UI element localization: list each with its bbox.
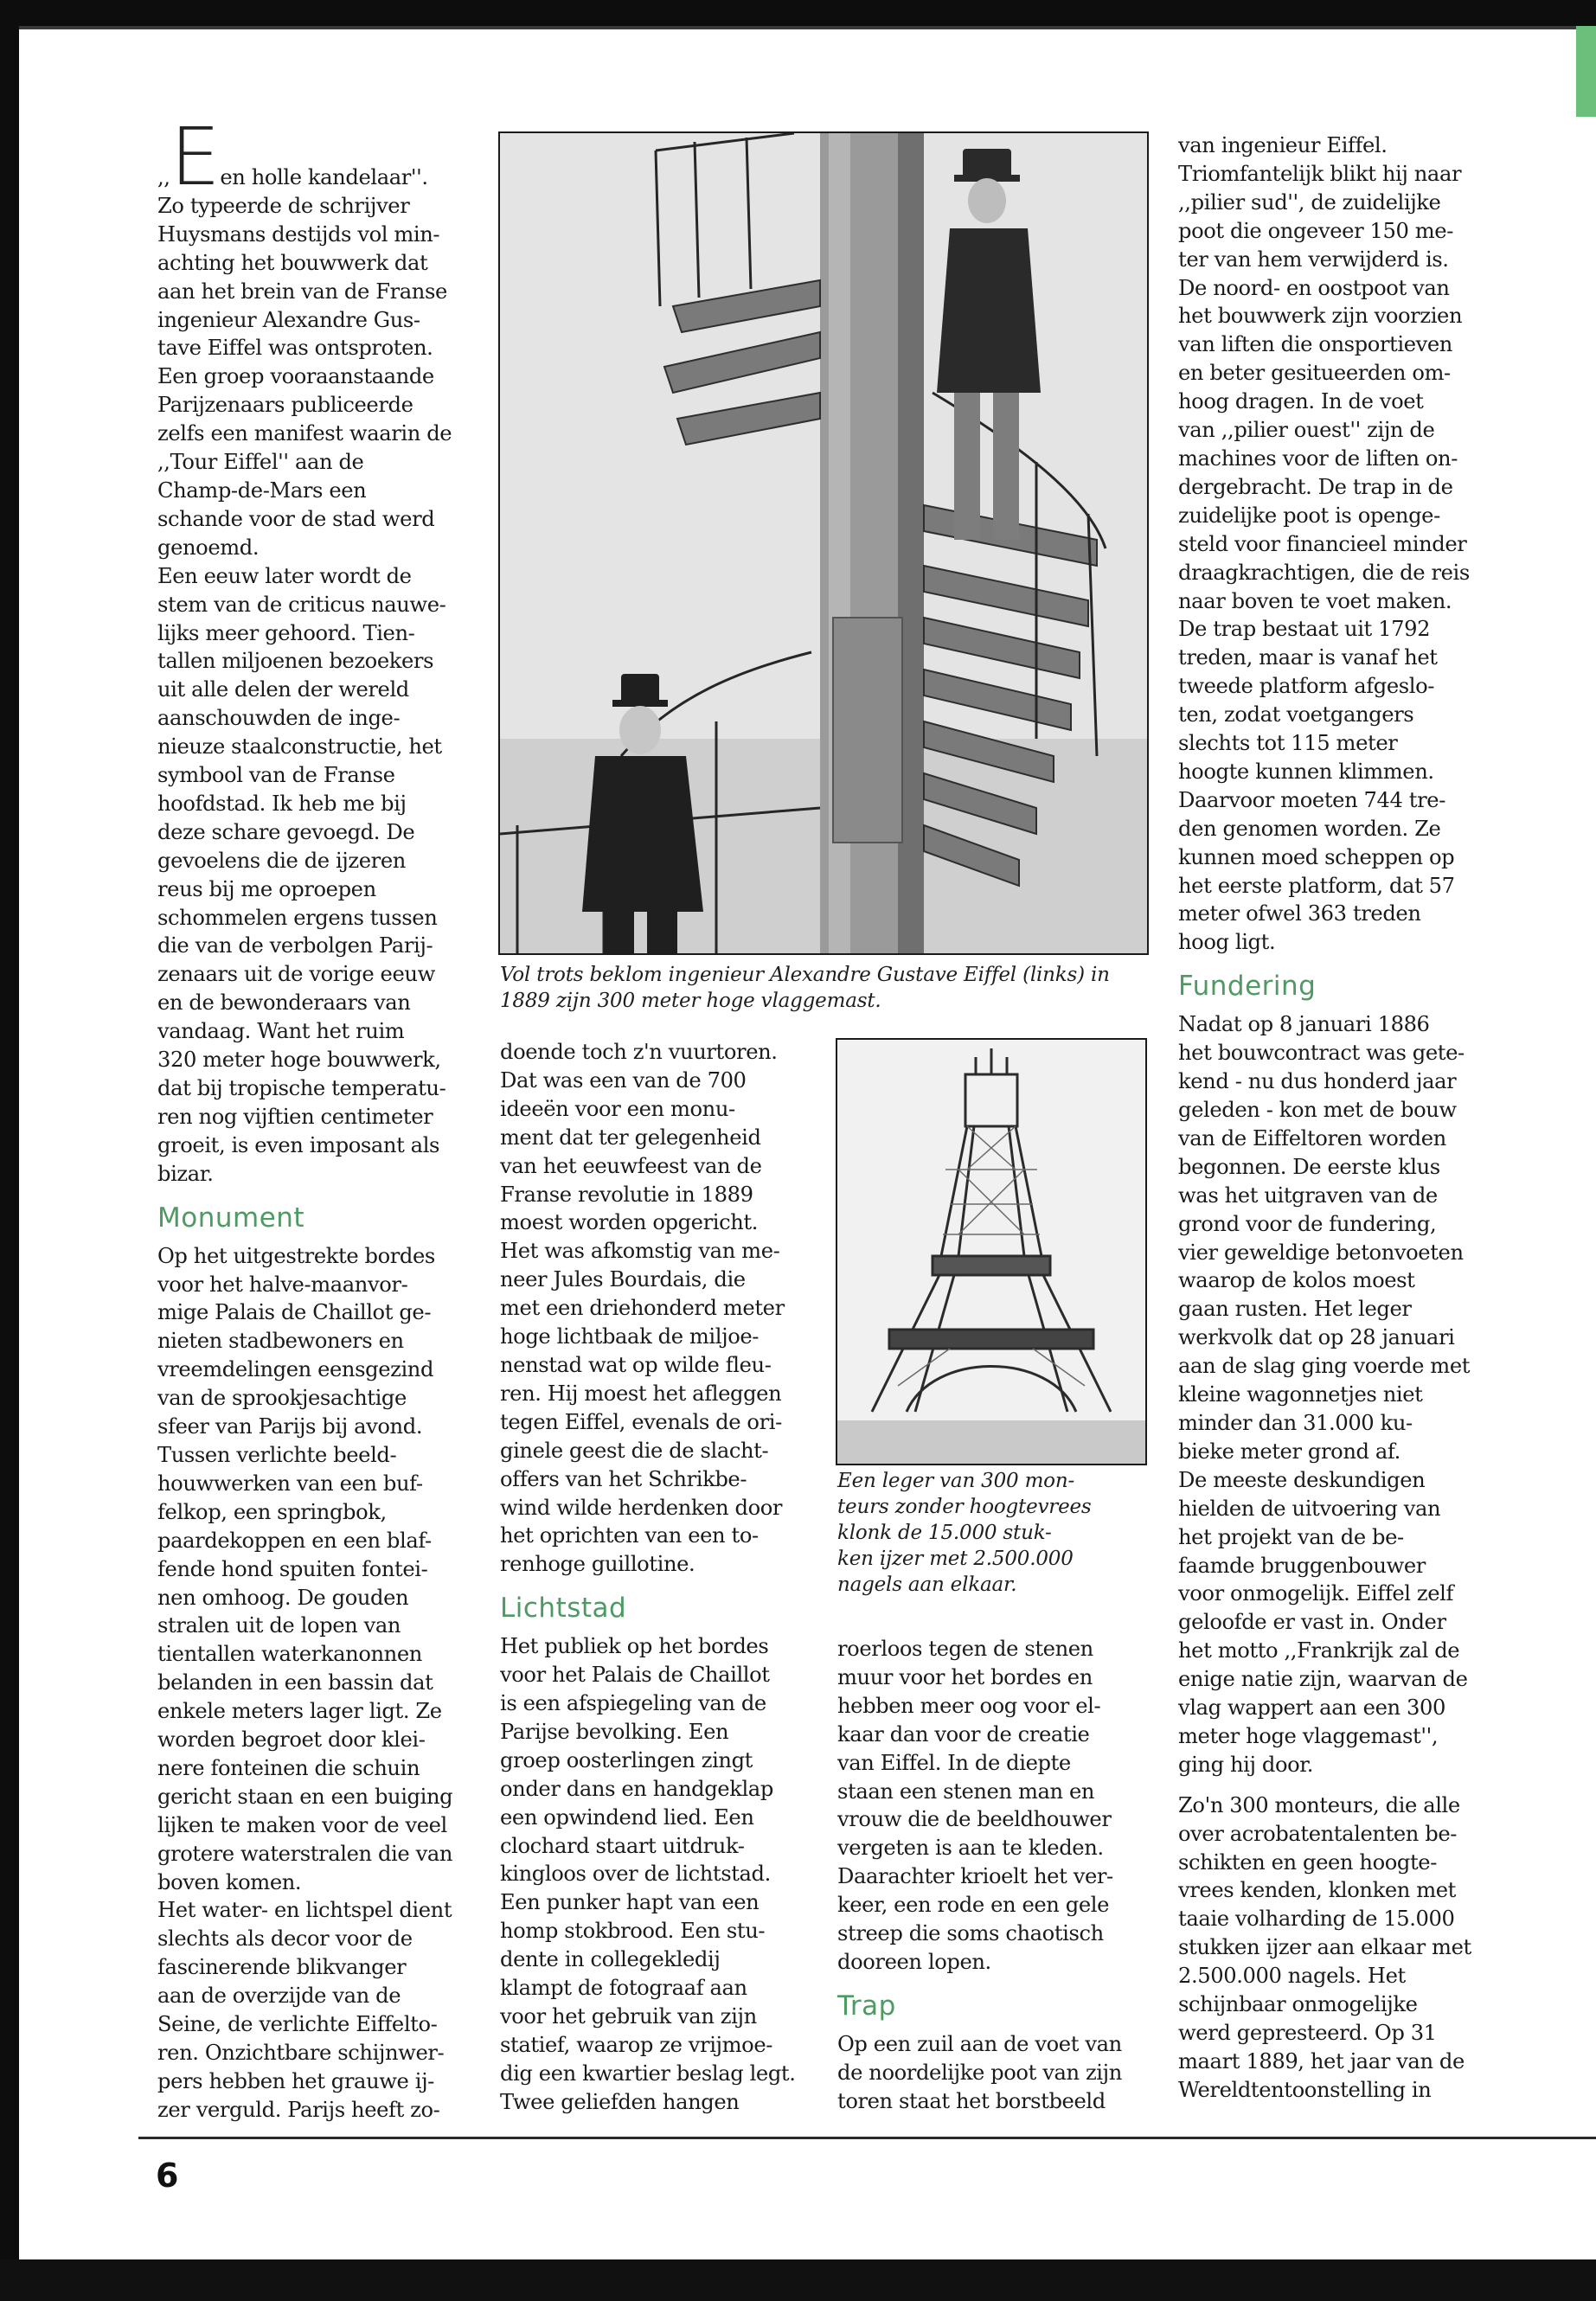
staircase-illustration <box>500 133 1147 953</box>
quote-mark: ,, <box>157 165 170 189</box>
drop-cap: E <box>170 111 221 203</box>
trap-paragraph: Op een zuil aan de voet van de noordelijke poot van zijn toren staat het borstbeeld <box>837 2031 1122 2113</box>
article-column-1 <box>157 111 465 2125</box>
intro-paragraph <box>157 111 465 1189</box>
article-column-2 <box>500 1038 798 2117</box>
staircase-photo <box>498 131 1149 955</box>
scan-border-top <box>0 0 1596 26</box>
footer-rule <box>138 2137 1596 2139</box>
monument-paragraph: Op het uitgestrekte bordes voor het halve-maanvor- mige Palais de Chaillot ge- nieten stadbewoners en vreemdelingen eensgezind van de sprookjesachtige sfeer van Parijs bij avond. Tussen verlichte beeld- houwwerken van een buf- felkop, een springbok, paardekoppen en een blaf- fende hond spuiten fontei- nen omhoog. De gouden stralen uit de lopen van tientallen waterkanonnen belanden in een bassin dat enkele meters lager ligt. Ze worden begroet door klei- nere fonteinen die schuin gericht staan en een buiging lijken te maken voor de veel grotere waterstralen die van boven komen. Het water- en lichtspel dient slechts als decor voor de fascinerende blikvanger aan de overzijde van de Seine, de verlichte Eiffelto- ren. Onzichtbare schijnwer- pers hebben het grauwe ij- zer verguld. Parijs heeft zo- <box>157 1243 453 2122</box>
column4-paragraph: van ingenieur Eiffel. Triomfantelijk blikt hij naar ,,pilier sud'', de zuidelijke poot die ongeveer 150 me- ter van hem verwijderd is. De noord- en oostpoot van het bouwwerk zijn voorzien van liften die onsportieven en beter gesitueerden om- hoog dragen. In de voet van ,,pilier ouest'' zijn de machines voor de liften on- dergebracht. De trap in de zuidelijke poot is openge- steld voor financieel minder draagkrachtigen, die de reis naar boven te voet maken. De trap bestaat uit 1792 treden, maar is vanaf het tweede platform afgeslo- ten, zodat voetgangers slechts tot 115 meter hoogte kunnen klimmen. Daarvoor moeten 744 tre- den genomen worden. Ze kunnen moed scheppen op het eerste platform, dat 57 meter ofwel 363 treden hoog ligt. <box>1178 133 1470 955</box>
heading-lichtstad: Lichtstad <box>500 1593 627 1625</box>
scan-border-left <box>0 0 19 2301</box>
heading-monument: Monument <box>157 1202 305 1234</box>
staircase-caption: Vol trots beklom ingenieur Alexandre Gustave Eiffel (links) in 1889 zijn 300 meter hoge vlaggemast. <box>500 964 1110 1012</box>
tower-construction-photo <box>836 1038 1147 1465</box>
green-edge-tab <box>1576 26 1596 117</box>
column2-paragraph: doende toch z'n vuurtoren. Dat was een van de 700 ideeën voor een monu- ment dat ter gelegenheid van het eeuwfeest van de Franse revolutie in 1889 moest worden opgericht. Het was afkomstig van me- neer Jules Bourdais, die met een driehonderd meter hoge lichtbaak de miljoe- nenstad wat op wilde fleu- ren. Hij moest het afleggen tegen Eiffel, evenals de ori- ginele geest die de slacht- offers van het Schrikbe- wind wilde herdenken door het oprichten van een to- renhoge guillotine. <box>500 1040 785 1577</box>
article-column-3 <box>837 1635 1140 2116</box>
lichtstad-paragraph: Het publiek op het bordes voor het Palais de Chaillot is een afspiegeling van de Parijse bevolking. Een groep oosterlingen zingt onder dans en handgeklap een opwindend lied. Een clochard staart uitdruk- kingloos over de lichtstad. Een punker hapt van een homp stokbrood. Een stu- dente in collegekledij klampt de fotograaf aan voor het gebruik van zijn statief, waarop ze vrijmoe- dig een kwartier beslag legt. Twee geliefden hangen <box>500 1634 796 2114</box>
heading-fundering: Fundering <box>1178 971 1317 1003</box>
column3-paragraph: roerloos tegen de stenen muur voor het bordes en hebben meer oog voor el- kaar dan voor de creatie van Eiffel. In de diepte staan een stenen man en vrouw die de beeldhouwer vergeten is aan te kleden. Daarachter krioelt het ver- keer, een rode en een gele streep die soms chaotisch dooreen lopen. <box>837 1637 1113 1974</box>
eiffel-tower-illustration <box>837 1040 1145 1464</box>
page-number: 6 <box>156 2157 179 2195</box>
fundering-paragraph: Nadat op 8 januari 1886 het bouwcontract was gete- kend - nu dus honderd jaar geleden - kon met de bouw van de Eiffeltoren worden begonnen. De eerste klus was het uitgraven van de grond voor de fundering, vier geweldige betonvoeten waarop de kolos moest gaan rusten. Het leger werkvolk dat op 28 januari aan de slag ging voerde met kleine wagonnetjes niet minder dan 31.000 ku- bieke meter grond af. De meeste deskundigen hielden de uitvoering van het projekt van de be- faamde bruggenbouwer voor onmogelijk. Eiffel zelf geloofde er vast in. Onder het motto ,,Frankrijk zal de enige natie zijn, waarvan de vlag wappert aan een 300 meter hoge vlaggemast'', ging hij door. <box>1178 1012 1471 1777</box>
heading-trap: Trap <box>837 1990 896 2022</box>
page-edge <box>19 26 1596 29</box>
scan-border-bottom <box>0 2259 1596 2301</box>
intro-text: en holle kandelaar''. Zo typeerde de schrijver Huysmans destijds vol min- achting het bouwwerk dat aan het brein van de Franse ingenieur Alexandre Gus- tave Eiffel was ontsproten. Een groep vooraanstaande Parijzenaars publiceerde zelfs een manifest waarin de ,,Tour Eiffel'' aan de Champ-de-Mars een schande voor de stad werd genoemd. Een eeuw later wordt de stem van de criticus nauwe- lijks meer gehoord. Tien- tallen miljoenen bezoekers uit alle delen der wereld aanschouwden de inge- nieuze staalconstructie, het symbool van de Franse hoofdstad. Ik heb me bij deze schare gevoegd. De gevoelens die de ijzeren reus bij me oproepen schommelen ergens tussen die van de verbolgen Parij- zenaars uit de vorige eeuw en de bewonderaars van vandaag. Want het ruim 320 meter hoge bouwwerk, dat bij tropische temperatu- ren nog vijftien centimeter groeit, is even imposant als bizar. <box>157 165 452 1186</box>
tower-caption: Een leger van 300 mon- teurs zonder hoogtevrees klonk de 15.000 stuk- ken ijzer met 2.500.000 nagels aan elkaar. <box>837 1470 1092 1596</box>
monteurs-paragraph: Zo'n 300 monteurs, die alle over acrobatentalenten be- schikten en geen hoogte- vrees kenden, klonken met taaie volharding de 15.000 stukken ijzer aan elkaar met 2.500.000 nagels. Het schijnbaar onmogelijke werd gepresteerd. Op 31 maart 1889, het jaar van de Wereldtentoonstelling in <box>1178 1792 1471 2102</box>
article-column-4 <box>1178 131 1490 2105</box>
